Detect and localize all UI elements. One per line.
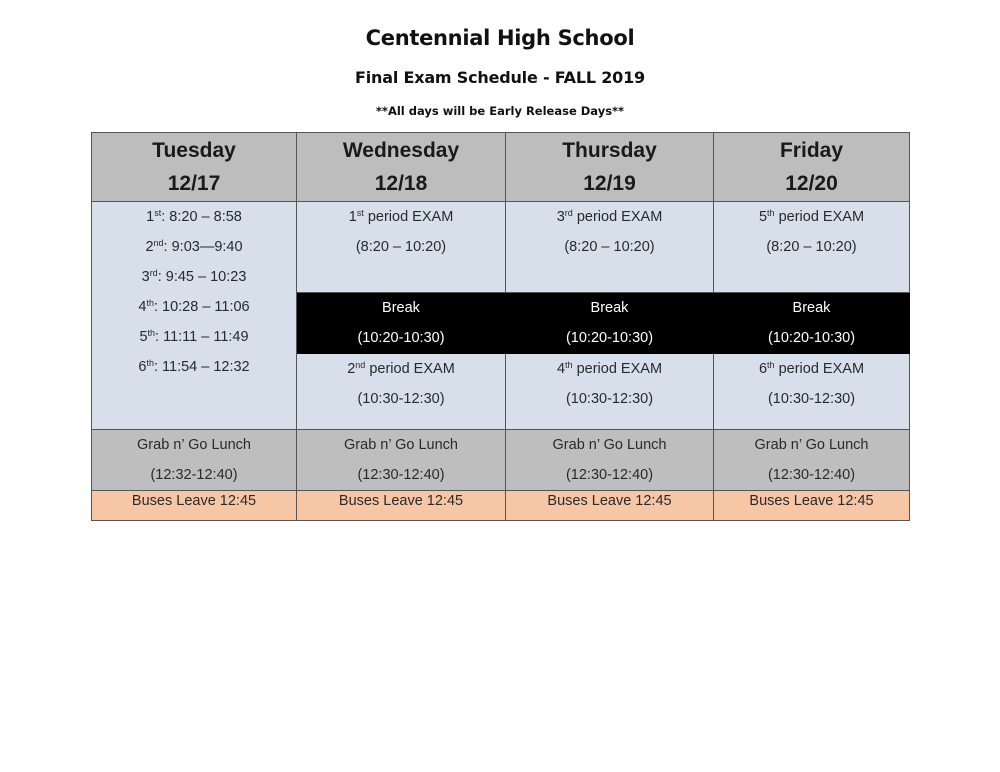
bus-cell [714,491,910,521]
lunch-cell [506,430,714,491]
early-release-note: **All days will be Early Release Days** [375,104,625,118]
header-cell-thursday [506,133,714,202]
day-name: Wednesday [342,139,460,162]
schedule-title: Final Exam Schedule - FALL 2019 [355,68,645,87]
bus-text: Buses Leave 12:45 [749,493,874,509]
exam-schedule-table [91,132,910,521]
exam-label: 1st period EXAM [348,208,454,225]
lunch-cell [297,430,506,491]
break-cell [506,293,714,354]
lunch-label: Grab n’ Go Lunch [344,437,458,453]
exam-label: 5th period EXAM [758,208,865,225]
break-label: Break [792,300,831,316]
header-row [92,133,910,202]
lunch-label: Grab n’ Go Lunch [552,437,667,453]
school-name: Centennial High School [365,26,635,50]
exam-label: 4th period EXAM [556,360,663,377]
break-cell [714,293,910,354]
lunch-time: (12:30-12:40) [565,467,654,483]
period-time: 1st: 8:20 – 8:58 [146,208,242,225]
bus-cell [506,491,714,521]
exam-label: 6th period EXAM [758,360,865,377]
day-date: 12/17 [167,172,221,195]
lunch-time: (12:32-12:40) [150,467,238,483]
bus-cell [92,491,297,521]
break-cell [297,293,506,354]
exam-row-1 [92,202,910,293]
exam-time: (10:30-12:30) [565,391,654,407]
break-time: (10:20-10:30) [357,330,445,346]
break-label: Break [382,300,420,316]
lunch-time: (12:30-12:40) [357,467,445,483]
exam-cell [714,202,910,293]
lunch-cell [714,430,910,491]
exam-time: (10:30-12:30) [357,391,445,407]
header-cell-tuesday [92,133,297,202]
period-time: 6th: 11:54 – 12:32 [138,358,250,375]
exam-cell [506,354,714,430]
lunch-label: Grab n’ Go Lunch [754,437,869,453]
bus-cell [297,491,506,521]
bus-text: Buses Leave 12:45 [338,493,464,509]
exam-cell [506,202,714,293]
exam-cell [714,354,910,430]
bus-text: Buses Leave 12:45 [131,493,257,509]
lunch-row [92,430,910,491]
break-time: (10:20-10:30) [565,330,654,346]
lunch-time: (12:30-12:40) [767,467,856,483]
day-name: Thursday [562,139,657,162]
day-date: 12/19 [583,172,636,195]
period-time: 3rd: 9:45 – 10:23 [141,268,247,285]
break-label: Break [590,300,629,316]
day-name: Tuesday [152,139,236,162]
exam-cell [297,202,506,293]
header-cell-friday [714,133,910,202]
exam-cell [297,354,506,430]
exam-time: (8:20 – 10:20) [564,239,655,255]
exam-time: (8:20 – 10:20) [766,239,857,255]
period-time: 4th: 10:28 – 11:06 [138,298,250,315]
period-time: 5th: 11:11 – 11:49 [139,328,249,345]
tuesday-period-schedule [92,202,297,430]
bus-text: Buses Leave 12:45 [547,493,672,509]
day-date: 12/18 [374,172,428,195]
lunch-label: Grab n’ Go Lunch [137,437,251,453]
day-date: 12/20 [785,172,838,195]
exam-label: 2nd period EXAM [347,360,455,377]
exam-time: (10:30-12:30) [767,391,856,407]
day-name: Friday [779,139,844,162]
break-time: (10:20-10:30) [767,330,856,346]
exam-label: 3rd period EXAM [556,208,663,225]
lunch-cell [92,430,297,491]
bus-row [92,491,910,521]
header-cell-wednesday [297,133,506,202]
exam-time: (8:20 – 10:20) [355,239,447,255]
period-time: 2nd: 9:03—9:40 [145,238,243,255]
